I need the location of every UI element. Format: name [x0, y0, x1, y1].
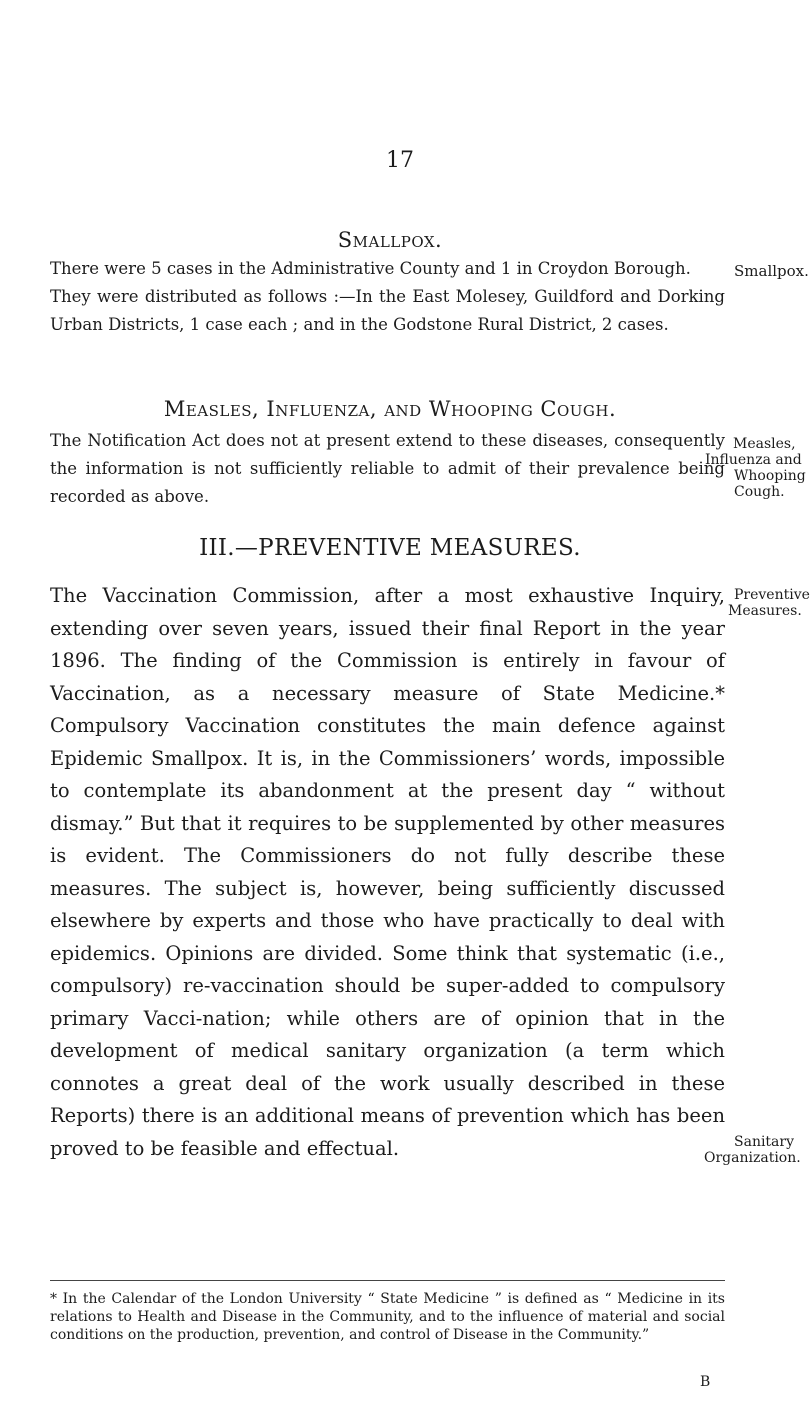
- preventive-paragraph: The Vaccination Commission, after a most exhaustive Inquiry, extending over seven years, issued their final Report in the year 1896. The finding of the Commission is entirely in favour of Vaccination, as a necessary measure of State Medicine.* Compulsory Vaccination constitutes the main defence against Epidemic Smallpox. It is, in the Commissioners’ words, impossible to contemplate its abandonment at the present day “ without dismay.” But that it requires to be supplemented by other measures is evident. The Commissioners do not fully describe these measures. The subject is, however, being sufficiently discussed elsewhere by experts and those who have practically to deal with epidemics. Opinions are divided. Some think that systematic (i.e., compulsory) re-vaccination should be super-added to compulsory primary Vacci-nation; while others are of opinion that in the development of medical sanitary organization (a term which connotes a great deal of the work usually described in these Reports) there is an additional means of prevention which has been proved to be feasible and effectual.: [50, 584, 725, 1160]
- margin-note-preventive-line-2: Measures.: [728, 603, 802, 619]
- margin-note-smallpox: Smallpox.: [734, 262, 809, 280]
- margin-note-sanitary-line-2: Organization.: [704, 1150, 801, 1166]
- smallpox-heading: Smallpox.: [337, 228, 443, 252]
- footnote: * In the Calendar of the London University “ State Medicine ” is defined as “ Medicine in its relations to Health and Disease in the Community, and to the influence of material and social conditions on the production, prevention, and control of Disease in the Community.”: [50, 1291, 725, 1343]
- measles-paragraph: The Notification Act does not at present extend to these diseases, consequently the information is not sufficiently reliable to admit of their prevalence being recorded as above.: [50, 431, 725, 506]
- margin-note-sanitary-line-1: Sanitary: [734, 1134, 795, 1150]
- preventive-heading: III.—PREVENTIVE MEASURES.: [199, 535, 581, 561]
- signature-mark: B: [700, 1374, 711, 1390]
- margin-note-preventive-line-1: Preventive: [734, 587, 810, 603]
- measles-text: [50, 427, 725, 511]
- margin-note-measles-line-3: Whooping: [734, 468, 806, 484]
- measles-heading: Measles, Influenza, and Whooping Cough.: [163, 397, 617, 421]
- margin-note-measles-line-2: Influenza and: [705, 452, 802, 468]
- footnote-divider: [50, 1280, 725, 1281]
- page-number: 17: [386, 148, 414, 173]
- margin-note-measles-line-1: Measles,: [733, 436, 796, 452]
- smallpox-text: [50, 255, 725, 339]
- smallpox-paragraph-1: There were 5 cases in the Administrative County and 1 in Croydon Borough.: [50, 259, 691, 278]
- preventive-text: [50, 580, 725, 1165]
- margin-note-measles-line-4: Cough.: [734, 484, 785, 500]
- smallpox-paragraph-2: They were distributed as follows :—In the East Molesey, Guildford and Dorking Urban Districts, 1 case each ; and in the Godstone Rural District, 2 cases.: [50, 287, 725, 334]
